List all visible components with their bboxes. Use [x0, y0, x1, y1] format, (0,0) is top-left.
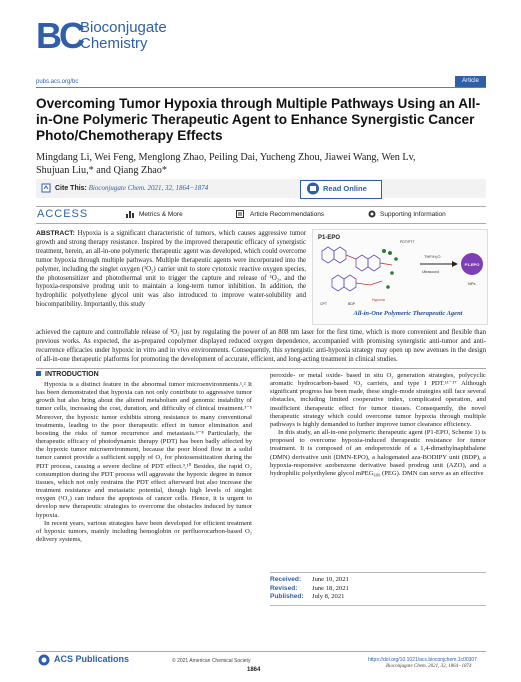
toc-unit-cpt: CPT [320, 302, 327, 306]
supporting-info-icon [368, 210, 376, 218]
toc-unit-pdt: PDT/PTT [400, 240, 415, 244]
published-date: July 8, 2021 [312, 593, 345, 601]
cite-icon [41, 183, 51, 193]
abstract-heading: ABSTRACT: [36, 230, 75, 237]
left-column [36, 381, 252, 544]
section-bullet-icon [36, 371, 41, 376]
toc-polymer-label: P1-EPO [318, 235, 341, 241]
toc-ultrasound-label: Ultrasound [422, 270, 439, 274]
received-label: Received: [270, 576, 302, 583]
journal-logo: BC [36, 15, 82, 56]
read-online-icon [306, 181, 320, 196]
revised-date: June 18, 2021 [312, 584, 349, 592]
toc-unit-bdp: BDP [348, 302, 356, 306]
authors-line-2[interactable]: Shujuan Liu,* and Qiang Zhao* [36, 165, 167, 176]
cite-reference[interactable]: Bioconjugate Chem. 2021, 32, 1864−1874 [88, 184, 209, 192]
footer-divider [36, 651, 486, 652]
doi-link[interactable]: https://doi.org/10.1021/acs.bioconjchem.1c00307 [368, 657, 477, 663]
acs-logo-icon [38, 654, 50, 666]
intro-paragraph-2: In recent years, various strategies have been developed for efficient treatment of hypoxic tumors, mainly including hemoglobin or perfluorocarbon-based O₂ delivery systems, [36, 519, 252, 543]
article-dates [270, 572, 486, 606]
article-title: Overcoming Tumor Hypoxia through Multiple Pathways Using an All-in-One Polymeric Therapeutic Agent to Enhance Synergistic Cancer Photo/Chemotherapy Effects [36, 96, 481, 143]
abstract-body-1: Hypoxia is a significant characteristic of tumors, which causes aggressive tumor growth and strong therapy resistance. Inspired by the improved therapeutic efficacy of synergistic treatment, herein, an all-in-one polymeric therapeutic agent was developed, which could overcome tumor hypoxia through multiple pathways. Multiple therapeutic agents were incorporated into the polymer, including the singlet oxygen (¹O₂) carrier unit to store cytotoxic reactive oxygen species, the photosensitizer and photothermal unit to trigger the capture and release of ¹O₂, and the hypoxia-responsive prodrug unit to maintain a long-term tumor inhibition. In addition, the hydrophilic polyethylene glycol unit was also introduced to improve water-solubility and biocompatibility. Importantly, this study [36, 230, 306, 309]
cite-line [55, 184, 208, 192]
journal-name-line2: Chemistry [80, 35, 148, 52]
journal-url[interactable]: pubs.acs.org/bc [36, 79, 79, 85]
right-column [270, 372, 486, 478]
introduction-heading-label: INTRODUCTION [45, 371, 99, 378]
abstract-text-top [36, 230, 306, 310]
access-label: ACCESS [37, 208, 89, 220]
intro-paragraph-1: Hypoxia is a distinct feature in the abnormal tumor microenvironments.¹,² It has been demonstrated that hypoxia can not only contribute to aggressive tumor growth but also bring about the altered metabolism and genomic instability of tumor cells, increasing the cost, duration, and difficulty of clinical treatment.³⁻⁵ Moreover, the hypoxic tumor exhibits strong resistance to many conventional treatments, leading to the poor therapeutic effect in tumor elimination and boosting the risks of tumor recurrence and metastasis.⁶⁻⁸ Particularly, the therapeutic efficacy of photodynamic therapy (PDT) has been badly affected by the hypoxic tumor microenvironment, because the poor blood flow in a solid tumor cannot provide a sufficient supply of O₂ for photosensitization during the PDT process, causing a severe decline of PDT effect.⁹,¹⁰ Besides, the rapid O₂ consumption during the PDT process will aggravate the hypoxic degree in tumor tissues, which not only restrains the PDT effect afterward but also increase the treatment resistance and metastatic potential, though high levels of singlet oxygen (¹O₂) can induce the apoptosis of cancer cells. Hence, it is urgent to develop new therapeutic strategies to overcome the obstacles induced by tumor hypoxia. [36, 381, 252, 519]
metrics-icon [126, 210, 134, 218]
toc-nps-label: NPs [468, 281, 476, 286]
toc-nanoparticle-label: P1-EPO [464, 262, 480, 267]
publisher-name[interactable]: ACS Publications [54, 654, 130, 664]
article-type-badge: Article [455, 76, 486, 87]
toc-caption: All-in-One Polymeric Therapeutic Agent [353, 310, 463, 317]
introduction-heading [36, 371, 99, 378]
intro-paragraph-3: peroxide- or metal oxide- based in situ O₂ generation strategies, polycyclic aromatic hydrocarbon-based ¹O₂ carriers, and type I PDT.¹¹⁻¹⁷ Although significant progress has been made, these single-mode strategies still face several obstacles, including limited cooperative index, complicated operation, and insufficient therapeutic effect for tumor tissues. Consequently, the novel therapeutic strategy which could overcome tumor hypoxia through multiple pathways is highly demanded to further improve tumor clearance efficiency. [270, 372, 486, 428]
journal-name-line1: Bioconjugate [80, 19, 167, 36]
published-label: Published: [270, 593, 304, 601]
page-number: 1864 [247, 667, 261, 673]
header-divider [36, 87, 486, 88]
supporting-information-link[interactable]: Supporting Information [380, 211, 446, 218]
intro-paragraph-4: In this study, an all-in-one polymeric therapeutic agent (P1-EPO, Scheme 1) is proposed to overcome hypoxia-induced therapeutic resistance for tumor treatment. It is composed of an endoperoxide of a 1,4-dimethylnaphthalene (DMN) derivative unit (DMN-EPO), a halogenated aza-BODIPY unit (BDP), a hypoxia-responsive azobenzene derivative based prodrug unit (AZO), and a hydrophilic polyethylene glycol mPEG₆₀₀ (PEG). DMN can serve as an effective [270, 429, 486, 477]
toc-arrowhead [452, 261, 458, 267]
article-recommendations-link[interactable]: Article Recommendations [250, 211, 325, 218]
toc-step-label: THF/H₂O [424, 254, 441, 259]
revised-label: Revised: [270, 584, 298, 592]
read-online-label[interactable]: Read Online [323, 184, 367, 193]
section-divider [36, 368, 486, 369]
toc-unit-hypoxia: Hypoxia [372, 298, 385, 302]
received-date: June 10, 2021 [312, 576, 349, 583]
metrics-more-link[interactable]: Metrics & More [139, 211, 183, 218]
footer-citation: Bioconjugate Chem. 2021, 32, 1864−1874 [386, 664, 472, 669]
toc-graphic-art [312, 229, 486, 323]
author-list [36, 151, 486, 177]
journal-name [80, 20, 167, 52]
cite-label: Cite This: [55, 185, 87, 192]
recommendations-icon [236, 210, 244, 218]
authors-line-1[interactable]: Mingdang Li, Wei Feng, Menglong Zhao, Peiling Dai, Yucheng Zhou, Jiawei Wang, Wen Lv, [36, 152, 416, 163]
copyright-notice: © 2021 American Chemical Society [172, 658, 251, 664]
abstract-text-bottom: achieved the capture and controllable release of ¹O₂ just by regulating the power of an 808 nm laser for the first time, which is more convenient and flexible than previous works. As expected, the as-prepared copolymer displayed reduced oxygen dependence, accompanied with promising synergistic anti-tumor and anti-recurrence efficacies under hypoxic in vitro and in vivo environments. Consequently, this synergistic anti-hypoxia strategy may open up new avenues in the design of all-in-one therapeutic platforms for promoting the development of accurate, efficient, and long-acting treatment in clinical studies. [36, 329, 486, 363]
